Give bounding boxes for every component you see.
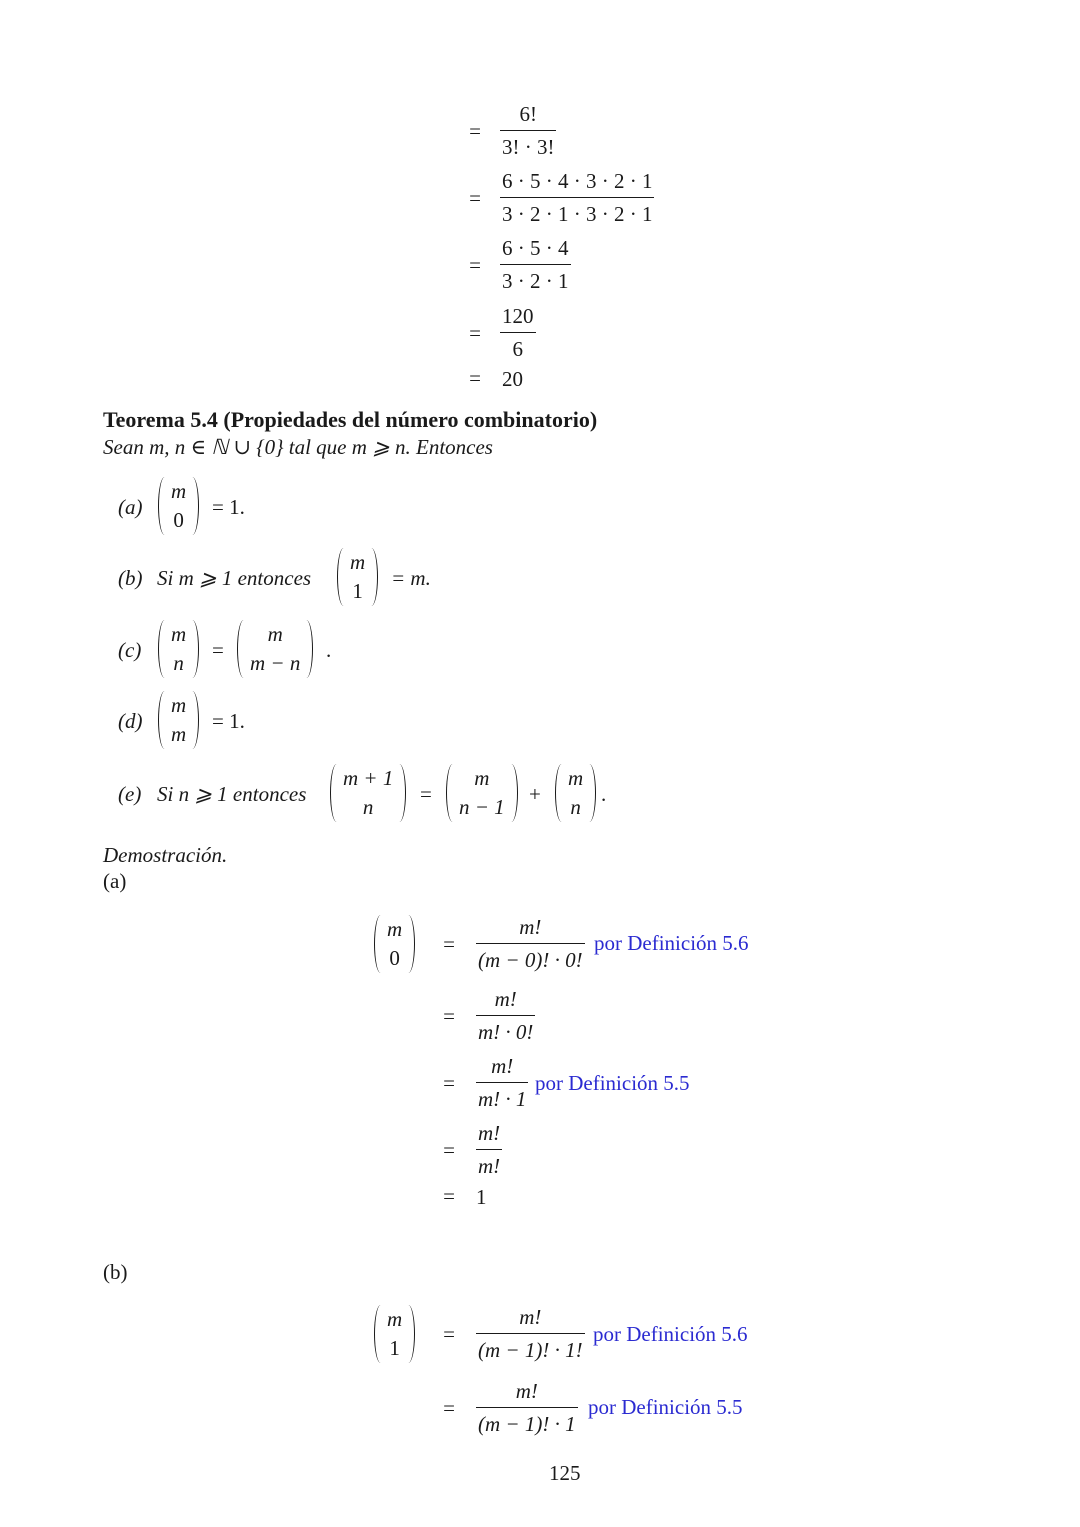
equals-sign: =	[443, 1138, 455, 1162]
numerator: 6 · 5 · 4	[502, 236, 569, 260]
item-a-label: (a)	[118, 495, 143, 519]
binomial-m-0: m 0	[158, 477, 199, 535]
proof-part-b-label: (b)	[103, 1260, 128, 1284]
item-b-rhs: = m.	[391, 566, 431, 590]
binomial-m-1: m 1	[337, 548, 378, 606]
equals-sign: =	[443, 1322, 455, 1346]
theorem-title: Teorema 5.4 (Propiedades del número combinatorio)	[103, 407, 598, 432]
equals-sign: =	[443, 1396, 455, 1420]
numerator: 120	[502, 304, 534, 328]
proof-a-step3-fraction: m! m! · 1	[478, 1054, 527, 1111]
equals-sign: =	[469, 253, 481, 277]
fraction-120-over-6	[500, 304, 536, 361]
theorem-statement: Sean m, n ∈ ℕ ∪ {0} tal que m ⩾ n. Entonces	[103, 435, 493, 459]
proof-title: Demostración.	[103, 843, 228, 867]
denominator: 6	[512, 337, 523, 361]
item-e-plus: +	[529, 782, 541, 806]
proof-b-step1-fraction: m! (m − 1)! · 1!	[478, 1305, 583, 1362]
numerator: 6 · 5 · 4 · 3 · 2 · 1	[502, 169, 653, 193]
item-b-condition: Si m ⩾ 1 entonces	[157, 566, 312, 590]
denominator: 3 · 2 · 1 · 3 · 2 · 1	[502, 202, 653, 226]
proof-a-binomial-m-0: m 0	[374, 915, 415, 973]
item-d-rhs: = 1.	[212, 709, 245, 733]
proof-b-step2-reference[interactable]: por Definición 5.5	[588, 1395, 743, 1419]
denominator: 3! · 3!	[502, 135, 555, 159]
proof-a-step2-fraction: m! m! · 0!	[478, 987, 534, 1044]
proof-a-step3-reference[interactable]: por Definición 5.5	[535, 1071, 690, 1095]
item-d-label: (d)	[118, 709, 143, 733]
equals-sign: =	[469, 186, 481, 210]
fraction-expanded-factorials	[500, 169, 654, 226]
binomial-m-m-minus-n: m m − n	[237, 620, 313, 678]
equals-sign: =	[469, 366, 481, 390]
equals-sign: =	[443, 1071, 455, 1095]
item-c-equals: =	[212, 638, 224, 662]
proof-a-step1-reference[interactable]: por Definición 5.6	[594, 931, 749, 955]
numerator: 6!	[519, 102, 537, 126]
denominator: 3 · 2 · 1	[502, 269, 569, 293]
item-a-rhs: = 1.	[212, 495, 245, 519]
binomial-m-m: m m	[158, 691, 199, 749]
proof-a-step4-fraction: m! m!	[478, 1121, 501, 1178]
proof-part-a-label: (a)	[103, 869, 127, 893]
item-c-period: .	[326, 638, 332, 662]
item-e-equals: =	[420, 782, 432, 806]
item-e-condition: Si n ⩾ 1 entonces	[157, 782, 307, 806]
binomial-m-n: m n	[158, 620, 199, 678]
equals-sign: =	[443, 1184, 455, 1208]
binomial-m-n-minus-1: m n − 1	[446, 764, 518, 822]
fraction-simplified	[500, 236, 571, 293]
proof-b-step1-reference[interactable]: por Definición 5.6	[593, 1322, 748, 1346]
item-e-period: .	[601, 782, 607, 806]
proof-b-binomial-m-1: m 1	[374, 1305, 415, 1363]
item-b-label: (b)	[118, 566, 143, 590]
page-number: 125	[549, 1461, 581, 1485]
proof-a-step1-fraction: m! (m − 0)! · 0!	[478, 915, 583, 972]
equals-sign: =	[443, 1004, 455, 1028]
item-e-label: (e)	[118, 782, 142, 806]
fraction-6-fact-over-3-fact-3-fact	[500, 102, 556, 159]
proof-b-step2-fraction: m! (m − 1)! · 1	[478, 1379, 576, 1436]
computation-result: 20	[502, 367, 523, 391]
equals-sign: =	[443, 932, 455, 956]
binomial-m-n-2: m n	[555, 764, 596, 822]
item-c-label: (c)	[118, 638, 142, 662]
equals-sign: =	[469, 119, 481, 143]
proof-a-result: 1	[476, 1185, 487, 1209]
binomial-m-plus-1-n: m + 1 n	[330, 764, 406, 822]
equals-sign: =	[469, 321, 481, 345]
